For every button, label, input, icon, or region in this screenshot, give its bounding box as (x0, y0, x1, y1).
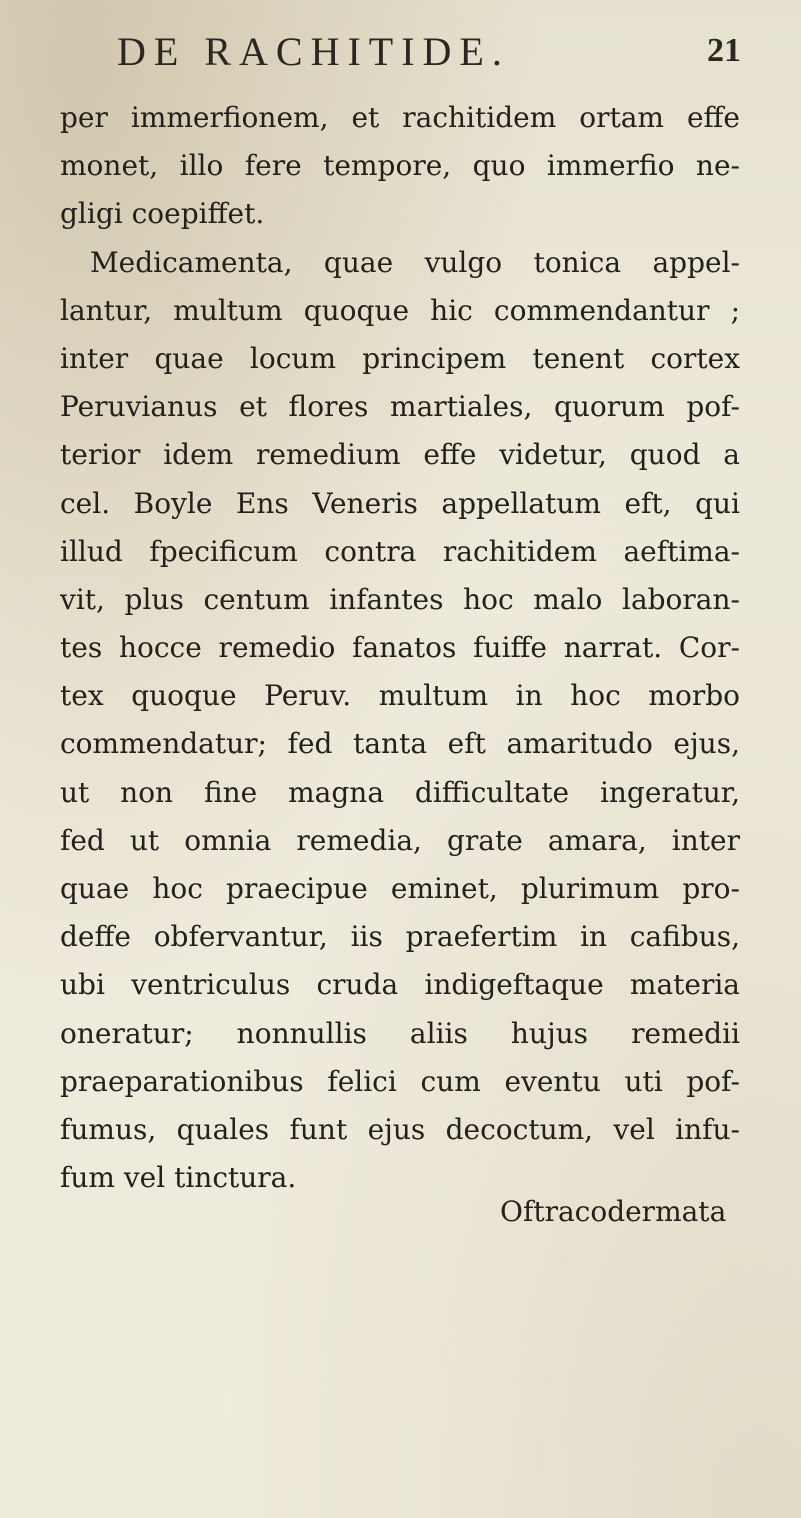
text-line: lantur, multum quoque hic commendantur ; (60, 293, 740, 327)
text-line: per immerfionem, et rachitidem ortam effe (60, 101, 740, 134)
text-line: ubi ventriculus cruda indigeftaque materia (60, 968, 740, 1002)
text-line: praeparationibus felici cum eventu uti pof- (60, 1064, 740, 1098)
text-line: gligi coepiffet. (60, 197, 265, 231)
text-line: deffe obfervantur, iis praefertim in cafibus, (60, 920, 740, 954)
text-line: vit, plus centum infantes hoc malo laboran- (60, 582, 740, 616)
text-line: oneratur; nonnullis aliis hujus remedii (60, 1016, 740, 1050)
text-line: quae hoc praecipue eminet, plurimum pro- (60, 872, 740, 905)
catchword: Oftracodermata (500, 1195, 727, 1228)
running-head (0, 22, 801, 72)
page-number: 21 (707, 32, 741, 69)
text-line: tes hocce remedio fanatos fuiffe narrat. Cor- (60, 631, 740, 665)
text-line: monet, illo fere tempore, quo immerfio ne- (60, 149, 740, 183)
text-line: ut non fine magna difficultate ingeratur, (60, 775, 740, 809)
body-text (60, 94, 740, 1202)
text-line: Medicamenta, quae vulgo tonica appel- (90, 245, 740, 279)
running-title: DE RACHITIDE. (117, 29, 510, 74)
text-line: illud fpecificum contra rachitidem aeftima- (60, 534, 740, 568)
text-line: Peruvianus et flores martiales, quorum pof- (60, 390, 740, 424)
text-line: fumus, quales funt ejus decoctum, vel infu- (60, 1112, 740, 1146)
text-line: fum vel tinctura. (60, 1161, 297, 1195)
text-line: tex quoque Peruv. multum in hoc morbo (60, 679, 740, 713)
text-line: fed ut omnia remedia, grate amara, inter (60, 823, 740, 857)
text-line: inter quae locum principem tenent cortex (60, 341, 740, 375)
text-line: terior idem remedium effe videtur, quod a (60, 438, 740, 472)
text-line: cel. Boyle Ens Veneris appellatum eft, qui (60, 486, 740, 520)
text-line: commendatur; fed tanta eft amaritudo ejus, (60, 727, 740, 761)
